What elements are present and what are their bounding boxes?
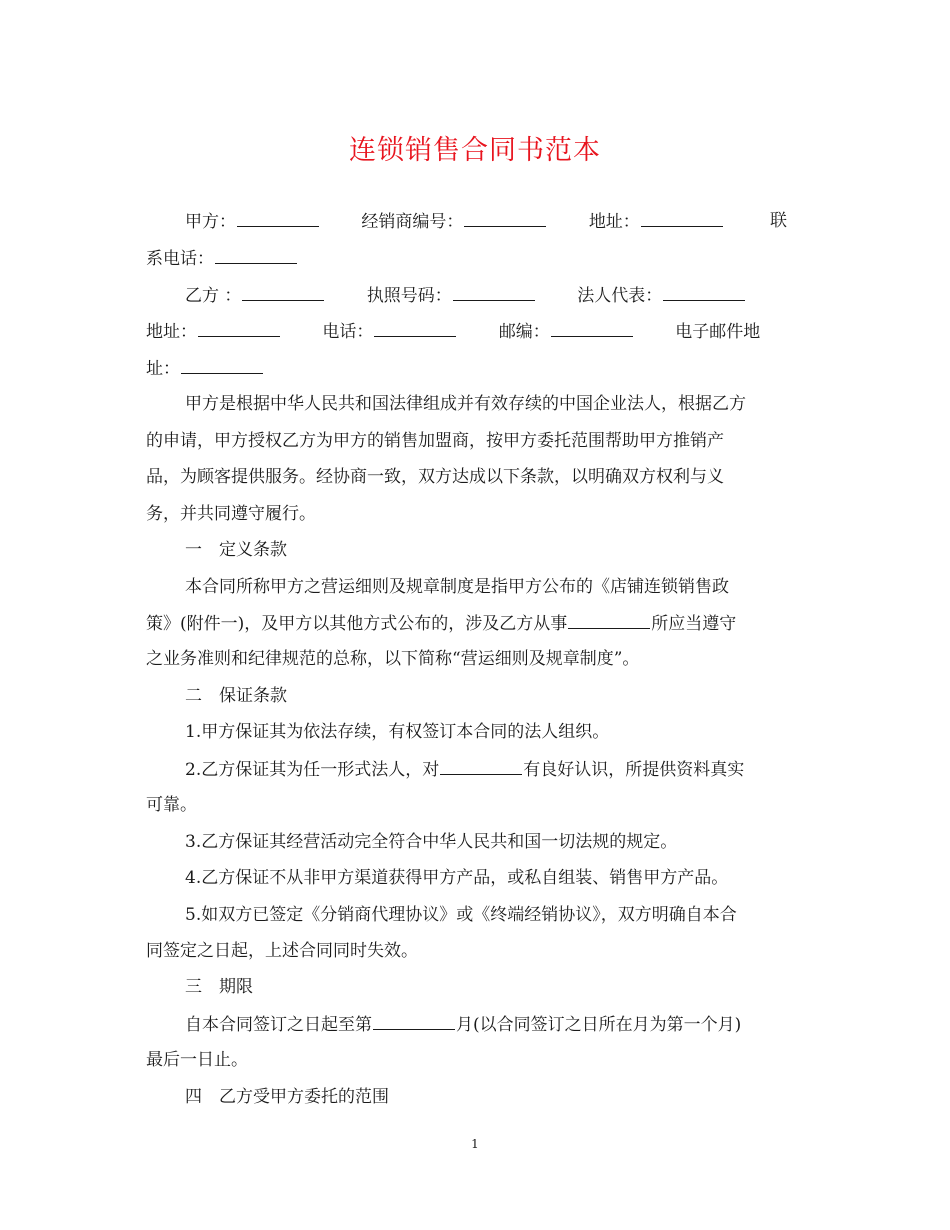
section-4-heading: 四 乙方受甲方委托的范围 xyxy=(185,1087,389,1107)
email-label-part2: 址： xyxy=(146,359,180,379)
intro-line-1: 甲方是根据中华人民共和国法律组成并有效存续的中国企业法人，根据乙方 xyxy=(185,394,746,414)
section-3-line-2: 最后一日止。 xyxy=(146,1050,248,1070)
section-1-line-2a: 策》(附件一)，及甲方以其他方式公布的，涉及乙方从事 xyxy=(146,614,568,634)
section-1-line-2b: 所应当遵守 xyxy=(651,614,737,634)
email-blank xyxy=(181,358,263,374)
address-label: 地址： xyxy=(588,212,640,232)
section-2-item-1: 1.甲方保证其为依法存续，有权签订本合同的法人组织。 xyxy=(185,722,610,742)
section-2-item-5b: 同签定之日起，上述合同同时失效。 xyxy=(146,941,418,961)
section-2-item-2b: 有良好认识，所提供资料真实 xyxy=(523,760,745,780)
party-b-blank xyxy=(242,285,324,301)
section-1-heading: 一 定义条款 xyxy=(185,540,287,560)
contact-phone-line xyxy=(146,248,806,269)
email-label-part1: 电子邮件地 xyxy=(675,322,761,342)
section-2-item-4: 4.乙方保证不从非甲方渠道获得甲方产品，或私自组装、销售甲方产品。 xyxy=(185,868,729,888)
party-a-label: 甲方： xyxy=(185,212,236,232)
legal-rep-blank xyxy=(663,285,745,301)
contact-phone-blank xyxy=(215,248,297,264)
contact-label-part1: 联 xyxy=(770,211,787,231)
intro-line-4: 务，并共同遵守履行。 xyxy=(146,504,316,524)
document-title: 连锁销售合同书范本 xyxy=(349,135,601,166)
phone-blank xyxy=(374,321,456,337)
section-3-line-1a: 自本合同签订之日起至第 xyxy=(185,1015,372,1035)
party-a-line xyxy=(185,211,805,232)
party-a-blank xyxy=(237,211,319,227)
contact-label-part2: 系电话： xyxy=(146,249,214,269)
postcode-label: 邮编： xyxy=(498,322,550,342)
section-3-heading: 三 期限 xyxy=(185,977,253,997)
license-label: 执照号码： xyxy=(366,286,452,306)
intro-line-2: 的申请，甲方授权乙方为甲方的销售加盟商，按甲方委托范围帮助甲方推销产 xyxy=(146,431,724,451)
license-blank xyxy=(453,285,535,301)
phone-label: 电话： xyxy=(322,322,374,342)
section-1-line-2 xyxy=(146,613,806,634)
dealer-no-label: 经销商编号： xyxy=(361,212,464,232)
party-b-label: 乙方 ： xyxy=(185,286,242,306)
intro-line-3: 品，为顾客提供服务。经协商一致，双方达成以下条款，以明确双方权利与义 xyxy=(146,467,724,487)
business-scope-blank xyxy=(568,613,650,629)
section-3-line-1 xyxy=(185,1014,805,1035)
section-2-heading: 二 保证条款 xyxy=(185,686,287,706)
email-line xyxy=(146,358,806,379)
section-3-line-1b: 月(以合同签订之日所在月为第一个月) xyxy=(456,1015,742,1035)
section-2-item-2 xyxy=(185,759,805,780)
section-2-item-3: 3.乙方保证其经营活动完全符合中华人民共和国一切法规的规定。 xyxy=(185,832,678,852)
section-2-item-5a: 5.如双方已签定《分销商代理协议》或《终端经销协议》，双方明确自本合 xyxy=(185,905,737,925)
postcode-blank xyxy=(551,321,633,337)
legal-rep-label: 法人代表： xyxy=(577,286,663,306)
section-2-item-2c: 可靠。 xyxy=(146,795,197,815)
month-blank xyxy=(373,1014,455,1030)
section-1-line-1: 本合同所称甲方之营运细则及规章制度是指甲方公布的《店铺连锁销售政 xyxy=(185,577,729,597)
party-b-line xyxy=(185,285,805,306)
party-b-contact-line xyxy=(146,321,806,342)
section-2-item-2a: 2.乙方保证其为任一形式法人，对 xyxy=(185,760,440,780)
address-blank xyxy=(641,211,723,227)
section-1-line-3: 之业务准则和纪律规范的总称，以下简称“营运细则及规章制度”。 xyxy=(146,649,640,669)
page-number: 1 xyxy=(471,1137,479,1151)
product-blank xyxy=(440,759,522,775)
address2-label: 地址： xyxy=(146,322,197,342)
dealer-no-blank xyxy=(464,211,546,227)
address2-blank xyxy=(198,321,280,337)
